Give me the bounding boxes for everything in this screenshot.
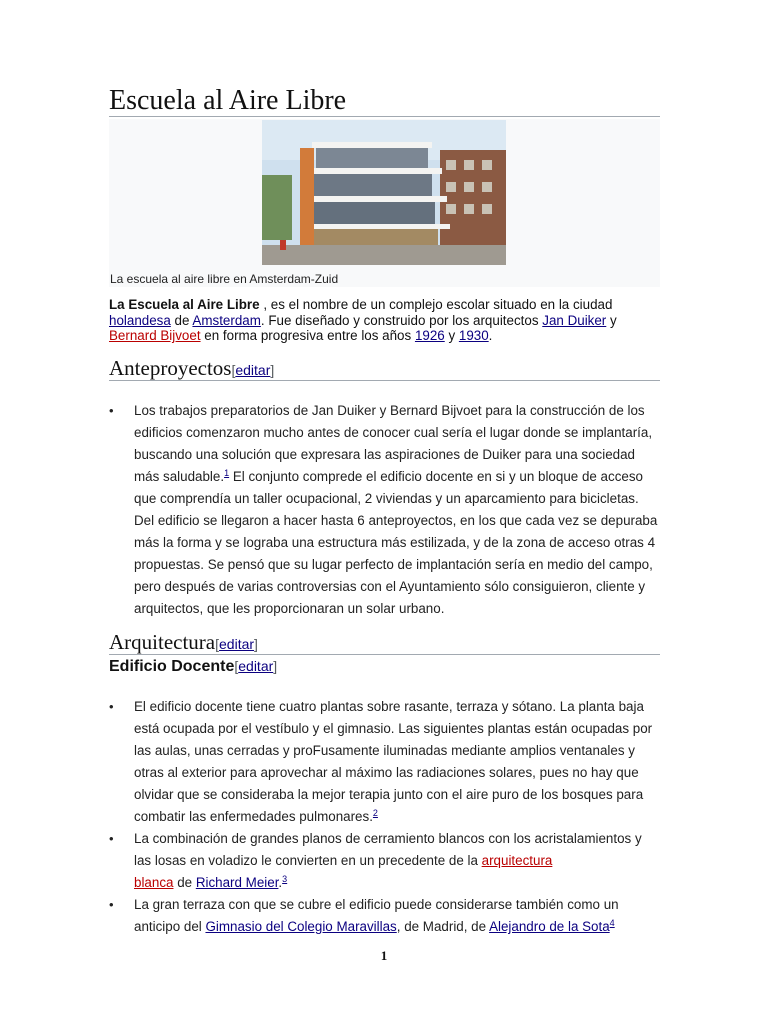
link-1930[interactable]: 1930 [458, 328, 489, 343]
link-holandesa[interactable]: holandesa [109, 312, 171, 328]
heading-anteproyectos [109, 356, 274, 382]
link-bernard-bijvoet[interactable]: Bernard Bijvoet [109, 328, 201, 343]
list-item [109, 894, 660, 938]
heading-arquitectura [109, 630, 258, 656]
intro-text: en forma progresiva entre los años [200, 328, 415, 343]
heading-edificio-docente [109, 656, 277, 677]
link-gimnasio-maravillas[interactable]: Gimnasio del Colegio Maravillas [205, 919, 397, 934]
intro-text: . [488, 328, 493, 343]
item-text: , de Madrid, de [396, 919, 490, 934]
item-text: Los trabajos preparatorios de Jan Duiker y Bernard Bijvoet para la construcción de los edificios comenzaron mucho antes de conocer cual sería el lugar donde se implantaría, buscando una solución que expresara las aspiraciones de Duiker para una sociedad más saludable. [134, 403, 653, 484]
heading-text: Edificio Docente [109, 658, 235, 675]
section-divider [109, 654, 660, 655]
link-alejandro-de-la-sota[interactable]: Alejandro de la Sota [489, 919, 610, 934]
link-text: arquitectura [481, 853, 553, 868]
edit-bracket: ] [270, 362, 275, 378]
bullet-icon: • [109, 831, 114, 846]
list-item [109, 828, 660, 894]
bullet-icon: • [109, 897, 114, 912]
edit-bracket: [ [234, 658, 239, 674]
heading-text: Arquitectura [109, 630, 216, 654]
item-text: de [173, 875, 196, 890]
docente-list [109, 696, 660, 938]
list-item [109, 400, 660, 620]
link-jan-duiker[interactable]: Jan Duiker [542, 312, 607, 328]
list-item [109, 696, 660, 828]
intro-text: y [444, 328, 459, 343]
link-1926[interactable]: 1926 [414, 328, 445, 343]
intro-paragraph [109, 297, 660, 344]
intro-text: de [170, 312, 193, 328]
section-divider [109, 380, 660, 381]
intro-text: y [606, 312, 617, 328]
edit-bracket: [ [231, 362, 236, 378]
page-title: Escuela al Aire Libre [109, 85, 347, 116]
bullet-icon: • [109, 403, 114, 418]
link-richard-meier[interactable]: Richard Meier [195, 875, 279, 890]
heading-text: Anteproyectos [109, 356, 232, 380]
edit-link[interactable]: editar [219, 636, 255, 652]
edit-link[interactable]: editar [235, 362, 271, 378]
item-text: El conjunto comprede el edificio docente en si y un bloque de acceso que comprendía un taller ocupacional, 2 viviendas y un aparcamiento para bicicletas. Del edificio se llegaron a hacer hasta 6 anteproyectos, en los que cada vez se depuraba más la forma y se lograba una estructura más estilizada, y de la zona de acceso otras 4 propuestas. Se pensó que su lugar perfecto de implantación sería en medio del campo, pero después de varias controversias con el Ayuntamiento sólo consiguieron, cliente y arquitectos, que les proporcionaran un solar urbano. [134, 469, 658, 616]
anteproyectos-list [109, 400, 660, 620]
reference-3[interactable]: 3 [282, 874, 288, 884]
reference-2[interactable]: 2 [372, 808, 378, 818]
edit-section [231, 362, 274, 378]
figure-caption: La escuela al aire libre en Amsterdam-Zuid [110, 272, 339, 286]
link-amsterdam[interactable]: Amsterdam [192, 312, 261, 328]
edit-link[interactable]: editar [238, 658, 274, 674]
link-text: blanca [134, 875, 174, 890]
thumbnail-figure [109, 119, 660, 287]
intro-text: , es el nombre de un complejo escolar situado en la ciudad [259, 297, 613, 312]
item-text: El edificio docente tiene cuatro plantas sobre rasante, terraza y sótano. La planta baja está ocupada por el vestíbulo y el gimnasio. Las siguientes plantas están ocupadas por las aulas, unas cerradas y proFusamente iluminadas mediante amplios ventanales y otras al exterior para aprovechar al máximo las radiaciones solares, pues no hay que olvidar que se consideraba la mejor terapia junto con el aire puro de los bosques para combatir las enfermedades pulmonares. [134, 699, 653, 824]
edit-bracket: ] [254, 636, 258, 652]
edit-section [215, 636, 258, 652]
edit-bracket: [ [215, 636, 220, 652]
school-building-photo[interactable] [262, 120, 506, 265]
title-divider [109, 116, 660, 117]
intro-subject: La Escuela al Aire Libre [109, 297, 260, 312]
intro-text: . Fue diseñado y construido por los arquitectos [260, 312, 543, 328]
item-text: La combinación de grandes planos de cerramiento blancos con los acristalamientos y las losas en voladizo le convierten en un precedente de la [134, 831, 642, 868]
item-text: La gran terraza con que se cubre el edificio puede considerarse también como un anticipo del [134, 897, 619, 934]
page-number: 1 [380, 948, 388, 963]
bullet-icon: • [109, 699, 114, 714]
edit-section [234, 658, 277, 674]
reference-1[interactable]: 1 [224, 468, 230, 478]
edit-bracket: ] [273, 658, 278, 674]
item-text: . [278, 875, 283, 890]
reference-4[interactable]: 4 [609, 918, 615, 928]
